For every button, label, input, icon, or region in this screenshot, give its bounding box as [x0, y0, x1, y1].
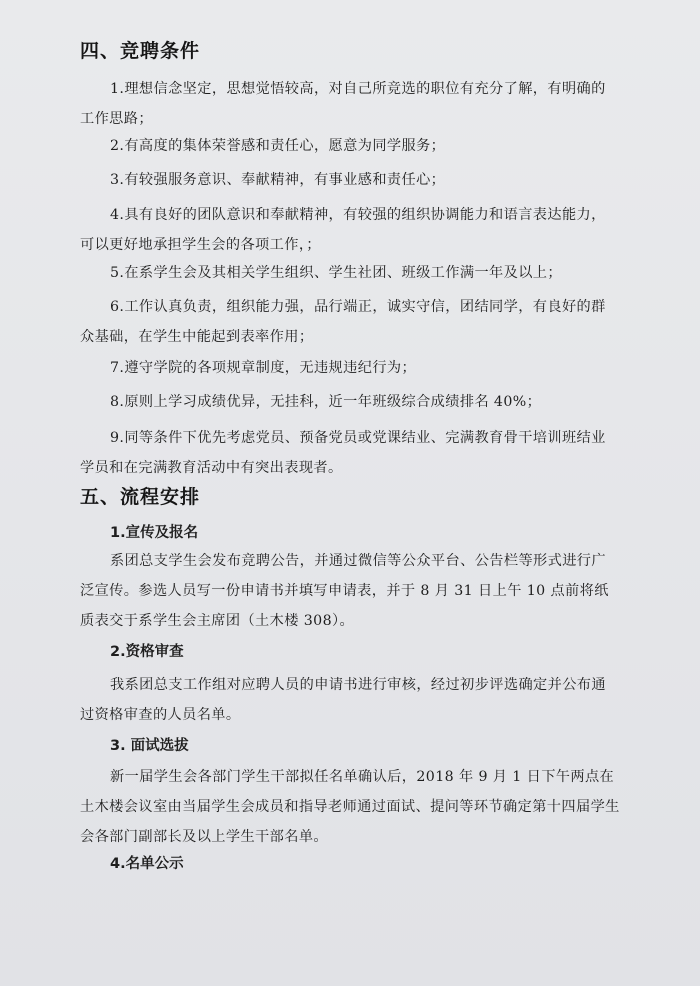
step-body-2: 我系团总支工作组对应聘人员的申请书进行审核，经过初步评选确定并公布通过资格审查的人员名单。	[80, 677, 606, 723]
condition-item-1: 1.理想信念坚定，思想觉悟较高，对自己所竞选的职位有充分了解，有明确的工作思路；	[80, 81, 606, 127]
step-heading-3: 3. 面试选拔	[110, 738, 189, 754]
condition-item-4: 4.具有良好的团队意识和奉献精神，有较强的组织协调能力和语言表达能力，可以更好地承担学生会的各项工作，；	[80, 207, 606, 253]
condition-item-7: 7.遵守学院的各项规章制度，无违规违纪行为；	[110, 360, 417, 376]
step-heading-4: 4.名单公示	[110, 856, 184, 872]
step-body-3: 新一届学生会各部门学生干部拟任名单确认后，2018 年 9 月 1 日下午两点在土木楼会议室由当届学生会成员和指导老师通过面试、提问等环节确定第十四届学生会各部门副部长及以上学生干部名单。	[80, 769, 620, 845]
step-body-1: 系团总支学生会发布竞聘公告，并通过微信等公众平台、公告栏等形式进行广泛宣传。参选人员写一份申请书并填写申请表，并于 8 月 31 日上午 10 点前将纸质表交于系学生会主席团（土木楼 308）。	[80, 553, 609, 629]
condition-item-9: 9.同等条件下优先考虑党员、预备党员或党课结业、完满教育骨干培训班结业学员和在完满教育活动中有突出表现者。	[80, 430, 606, 476]
section-title-conditions: 四、竞聘条件	[80, 40, 201, 62]
section-title-process: 五、流程安排	[80, 486, 201, 508]
condition-item-2: 2.有高度的集体荣誉感和责任心，愿意为同学服务；	[110, 138, 446, 154]
condition-item-8: 8.原则上学习成绩优异，无挂科，近一年班级综合成绩排名 40%；	[110, 394, 542, 410]
condition-item-6: 6.工作认真负责，组织能力强，品行端正，诚实守信，团结同学，有良好的群众基础，在学生中能起到表率作用；	[80, 299, 606, 345]
condition-item-3: 3.有较强服务意识、奉献精神，有事业感和责任心；	[110, 172, 446, 188]
step-heading-1: 1.宣传及报名	[110, 525, 199, 541]
step-heading-2: 2.资格审查	[110, 644, 184, 660]
condition-item-5: 5.在系学生会及其相关学生组织、学生社团、班级工作满一年及以上；	[110, 265, 562, 281]
